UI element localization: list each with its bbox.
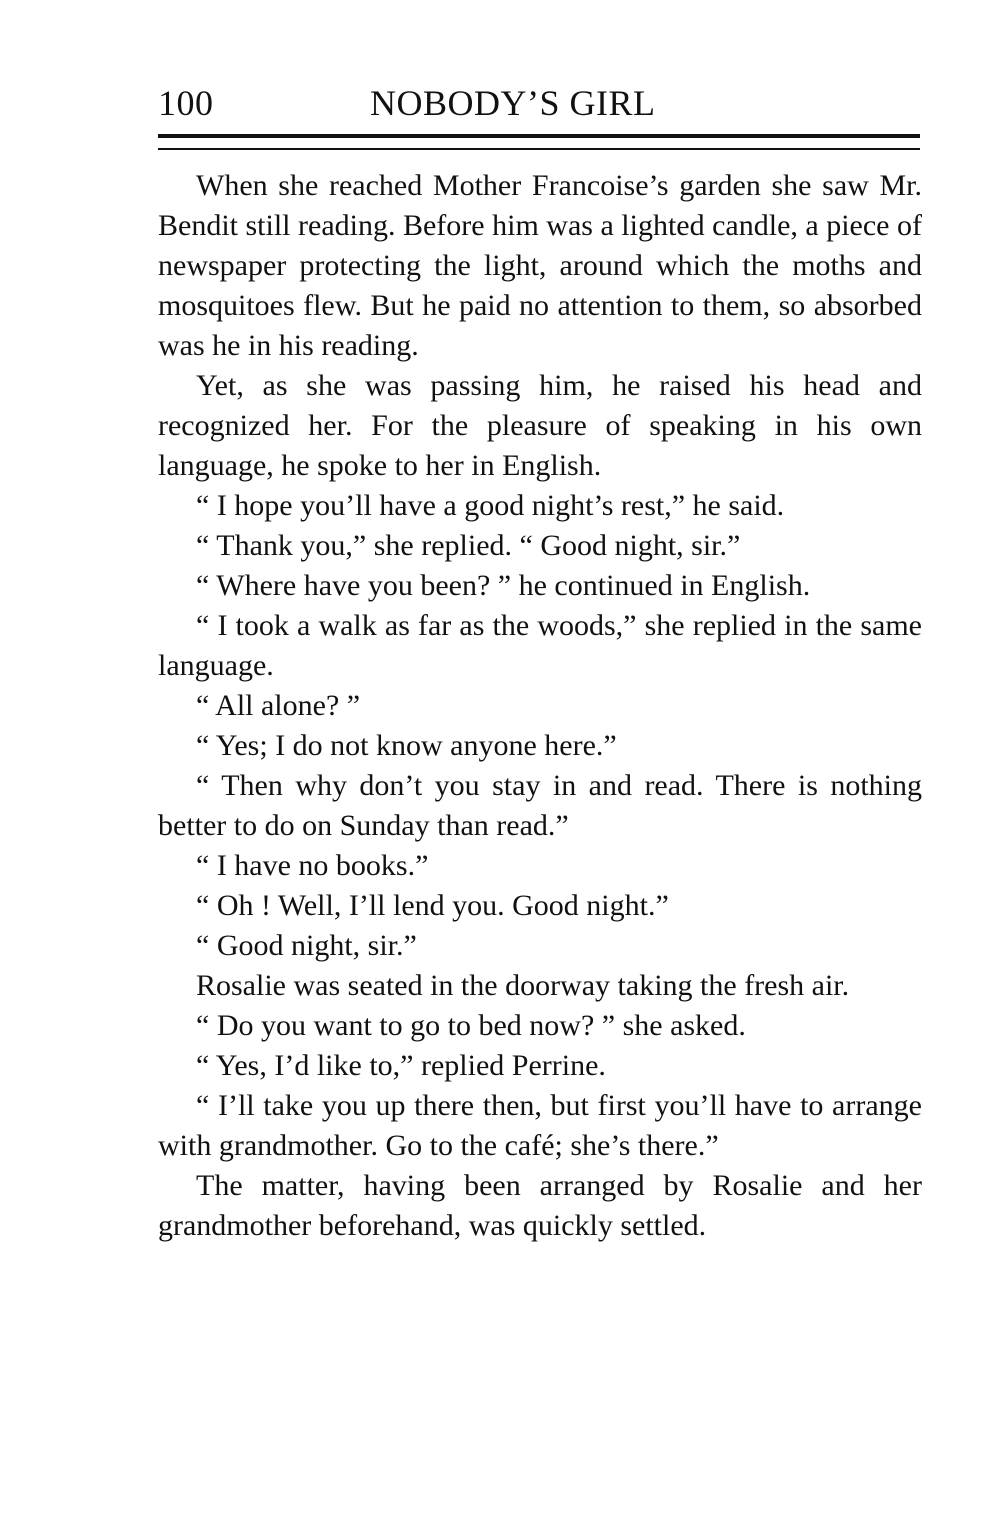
book-page [158, 78, 922, 1246]
paragraph: Rosalie was seated in the doorway taking the fresh air. [196, 969, 850, 1002]
paragraph: “ Good night, sir.” [196, 929, 417, 962]
body-text [158, 166, 922, 1246]
running-title: NOBODY’S GIRL [370, 83, 656, 123]
paragraph: “ Yes; I do not know anyone here.” [196, 729, 617, 762]
paragraph: Yet, as she was passing him, he raised his head and recognized her. For the pleasure of speaking in his own language, he spoke to her in English. [158, 369, 922, 482]
paragraph: “ I hope you’ll have a good night’s rest,” he said. [196, 489, 785, 522]
paragraph: The matter, having been arranged by Rosalie and her grandmother beforehand, was quickly settled. [158, 1169, 922, 1242]
paragraph: “ I have no books.” [196, 849, 429, 882]
header-rule [158, 134, 920, 150]
paragraph: “ Then why don’t you stay in and read. There is nothing better to do on Sunday than read.” [158, 769, 922, 842]
paragraph: “ Thank you,” she replied. “ Good night, sir.” [196, 529, 741, 562]
paragraph: “ Where have you been? ” he continued in English. [196, 569, 811, 602]
paragraph: “ I took a walk as far as the woods,” she replied in the same language. [158, 609, 922, 682]
paragraph: “ I’ll take you up there then, but first you’ll have to arrange with grandmother. Go to the café; she’s there.” [158, 1089, 922, 1162]
paragraph: “ Oh ! Well, I’ll lend you. Good night.” [196, 889, 669, 922]
running-head [158, 78, 922, 128]
paragraph: “ Do you want to go to bed now? ” she asked. [196, 1009, 746, 1042]
paragraph: When she reached Mother Francoise’s garden she saw Mr. Bendit still reading. Before him was a lighted candle, a piece of newspaper protecting the light, around which the moths and mosquitoes flew. But he paid no attention to them, so absorbed was he in his reading. [158, 169, 922, 362]
paragraph: “ All alone? ” [196, 689, 361, 722]
page-number: 100 [158, 83, 214, 123]
paragraph: “ Yes, I’d like to,” replied Perrine. [196, 1049, 606, 1082]
